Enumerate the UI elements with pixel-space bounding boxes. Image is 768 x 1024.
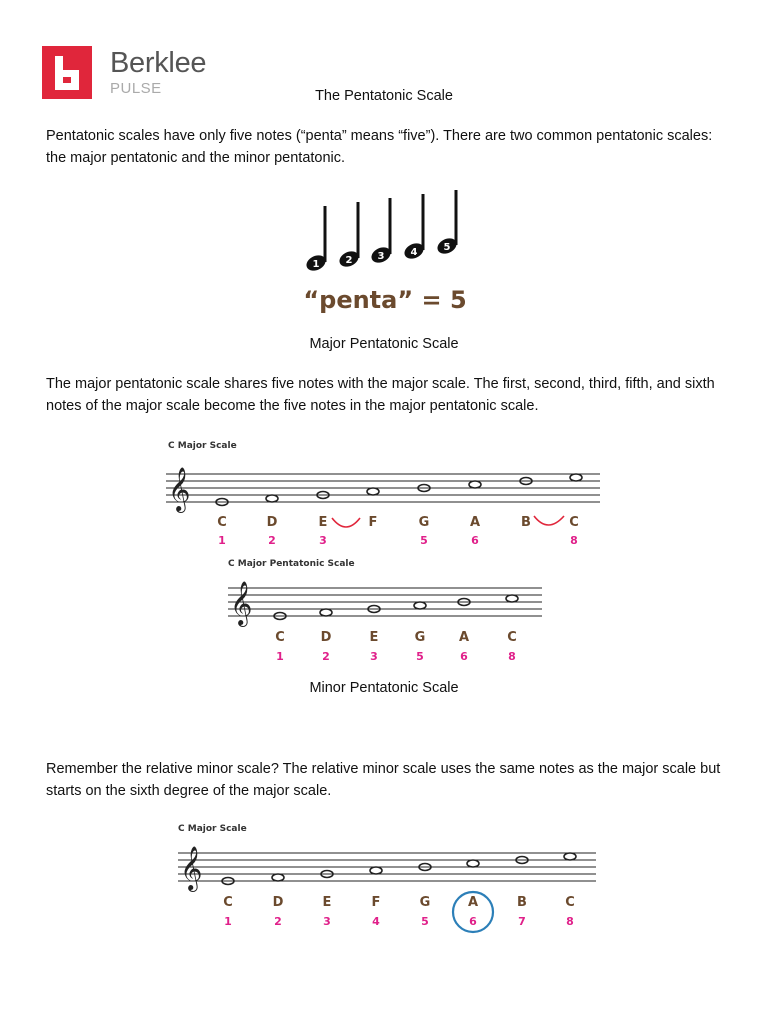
degree-number: 2 xyxy=(322,650,330,663)
note-name: C xyxy=(275,630,285,645)
penta-note-3 xyxy=(369,198,393,266)
degree-number: 5 xyxy=(421,915,429,928)
note-name: D xyxy=(320,630,332,645)
degree-number: 1 xyxy=(276,650,284,663)
penta-note-number: 4 xyxy=(410,247,418,258)
scale-note xyxy=(570,474,582,481)
note-name: G xyxy=(419,895,431,910)
degree-number: 1 xyxy=(224,915,232,928)
degree-number: 6 xyxy=(469,915,477,928)
half-step-arc xyxy=(534,516,564,525)
note-name: G xyxy=(418,515,430,530)
logo-name: Berklee xyxy=(110,47,207,79)
penta-caption: “penta” = 5 xyxy=(303,286,467,314)
scale-note xyxy=(370,867,382,874)
degree-number: 8 xyxy=(566,915,574,928)
degree-number: 1 xyxy=(218,534,226,547)
note-name: B xyxy=(521,515,531,530)
scale-title: C Major Scale xyxy=(178,824,247,834)
scale-note xyxy=(367,488,379,495)
note-name: A xyxy=(469,515,481,530)
penta-note-2 xyxy=(337,202,361,270)
scale-title: C Major Pentatonic Scale xyxy=(228,559,355,569)
degree-number: 8 xyxy=(570,534,578,547)
penta-note-1 xyxy=(304,206,328,274)
note-name: E xyxy=(369,630,379,645)
note-name: G xyxy=(414,630,426,645)
intro-paragraph: Pentatonic scales have only five notes (“penta” means “five”). There are two common pentatonic scales: the major pentatonic and the minor pentatonic. xyxy=(46,128,713,166)
page-title: The Pentatonic Scale xyxy=(315,88,453,104)
degree-number: 6 xyxy=(471,534,479,547)
degree-number: 4 xyxy=(372,915,380,928)
c-major-scale-figure xyxy=(160,432,610,552)
treble-clef-icon: 𝄞 xyxy=(230,581,253,625)
scale-note xyxy=(266,495,278,502)
note-name: F xyxy=(368,515,378,530)
note-name: B xyxy=(517,895,527,910)
penta-notes-figure xyxy=(300,188,470,318)
half-step-arc xyxy=(332,518,360,527)
scale-note xyxy=(506,595,518,602)
note-name: C xyxy=(217,515,227,530)
note-name: E xyxy=(318,515,328,530)
degree-number: 3 xyxy=(319,534,327,547)
logo-subtitle: PULSE xyxy=(110,80,162,97)
c-major-scale-figure-2 xyxy=(172,815,602,940)
degree-number: 5 xyxy=(416,650,424,663)
note-name: D xyxy=(272,895,284,910)
scale-note xyxy=(564,853,576,860)
note-name: D xyxy=(266,515,278,530)
treble-clef-icon: 𝄞 xyxy=(180,846,203,890)
penta-note-4 xyxy=(402,194,426,262)
note-name: C xyxy=(565,895,575,910)
note-name: C xyxy=(507,630,517,645)
note-name: C xyxy=(569,515,579,530)
scale-title: C Major Scale xyxy=(168,441,237,451)
degree-number: 6 xyxy=(460,650,468,663)
penta-note-number: 3 xyxy=(377,251,385,262)
note-name: A xyxy=(467,895,479,910)
note-name: C xyxy=(223,895,233,910)
note-name: F xyxy=(371,895,381,910)
degree-number: 3 xyxy=(370,650,378,663)
degree-number: 3 xyxy=(323,915,331,928)
scale-note xyxy=(320,609,332,616)
degree-number: 8 xyxy=(508,650,516,663)
scale-note xyxy=(272,874,284,881)
degree-number: 5 xyxy=(420,534,428,547)
penta-note-number: 2 xyxy=(345,255,353,266)
degree-number: 2 xyxy=(274,915,282,928)
penta-note-number: 5 xyxy=(443,242,451,253)
c-major-pentatonic-figure xyxy=(222,550,552,670)
scale-note xyxy=(467,860,479,867)
penta-note-5 xyxy=(435,190,459,257)
scale-note xyxy=(414,602,426,609)
major-pentatonic-heading: Major Pentatonic Scale xyxy=(309,336,459,352)
note-name: A xyxy=(458,630,470,645)
major-pentatonic-paragraph: The major pentatonic scale shares five notes with the major scale. The first, second, third, fifth, and sixth notes of the major scale become the five notes in the major pentatonic scale. xyxy=(46,376,715,414)
minor-pentatonic-paragraph: Remember the relative minor scale? The relative minor scale uses the same notes as the major scale but starts on the sixth degree of the major scale. xyxy=(46,761,721,799)
treble-clef-icon: 𝄞 xyxy=(168,467,191,511)
scale-note xyxy=(469,481,481,488)
degree-number: 2 xyxy=(268,534,276,547)
degree-number: 7 xyxy=(518,915,526,928)
minor-pentatonic-heading: Minor Pentatonic Scale xyxy=(309,680,459,696)
note-name: E xyxy=(322,895,332,910)
penta-note-number: 1 xyxy=(312,259,320,270)
